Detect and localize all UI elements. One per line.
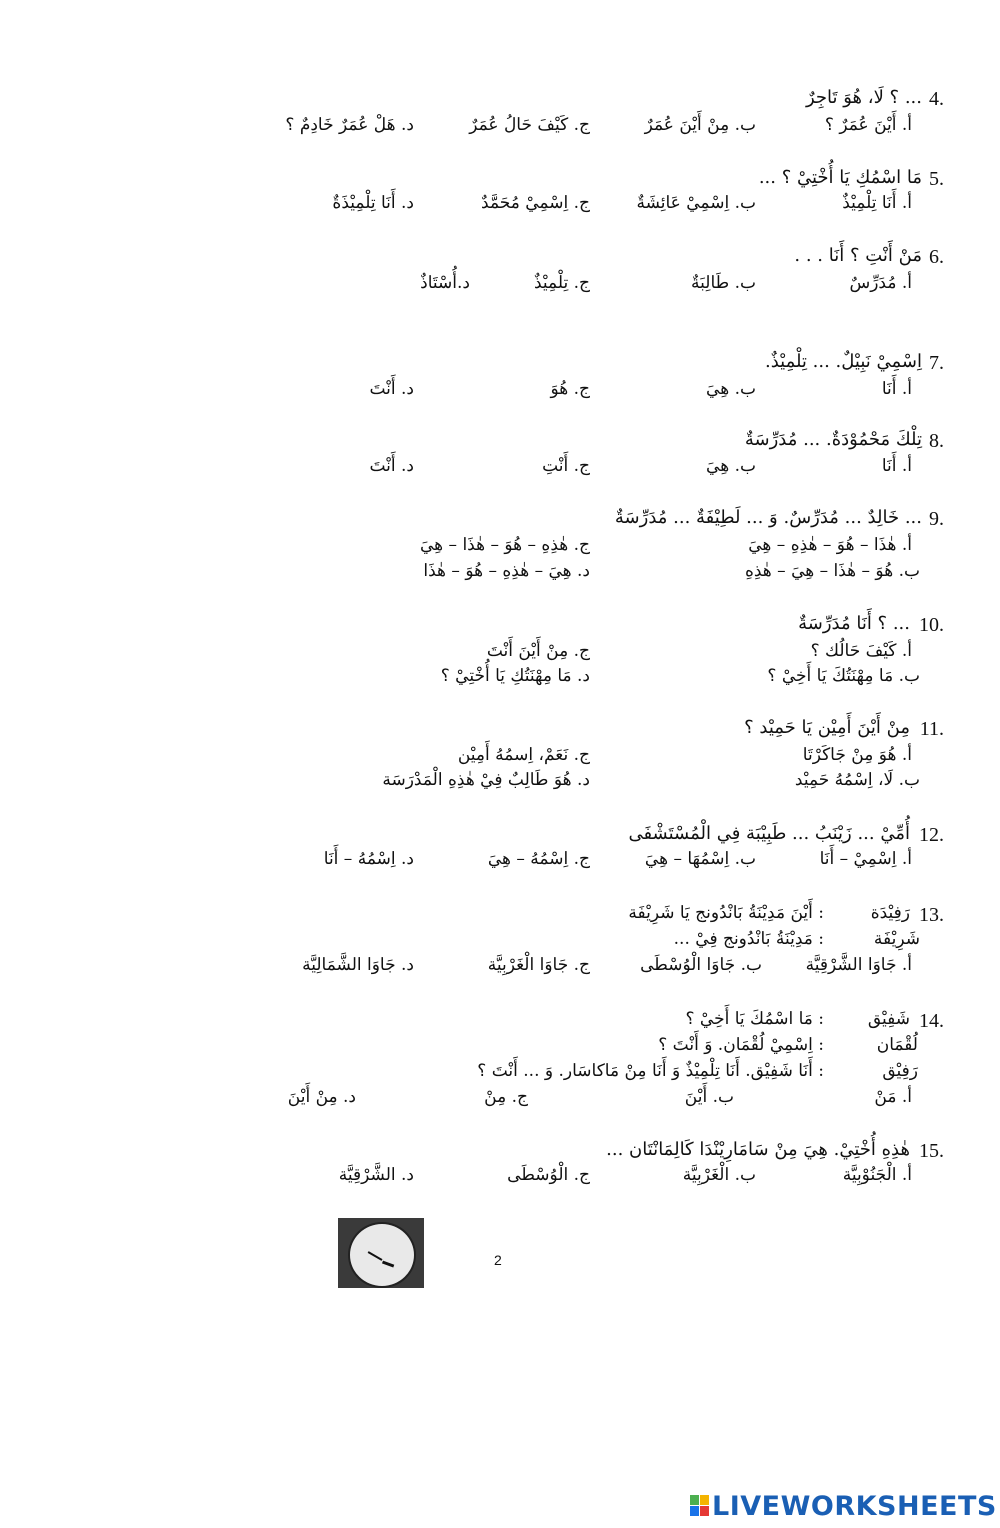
question-number: 5. [929,168,944,190]
option-c[interactable]: ج. مِنْ أَيْنَ أَنْتَ [486,641,590,661]
question-number: 9. [929,508,944,530]
option-b[interactable]: ب. لَا، اِسْمُهُ حَمِيْد [794,770,920,790]
option-c[interactable]: ج. جَاوَا الْغَرْبِيَّة [487,955,590,975]
option-a[interactable]: أ. جَاوَا الشَّرْقِيَّة [805,955,912,975]
option-d[interactable]: د. الشَّرْقِيَّة [338,1165,414,1185]
option-b[interactable]: ب. طَالِبَةٌ [691,273,756,293]
option-d[interactable]: د. أَنْتَ [369,379,414,399]
option-a[interactable]: أ. مُدَرِّسٌ [849,273,912,293]
option-c[interactable]: ج. اِسْمُهُ – هِيَ [487,849,590,869]
option-b[interactable]: ب. هُوَ – هٰذَا – هِيَ – هٰذِهِ [744,561,920,581]
logo-text: LIVEWORKSHEETS [712,1491,997,1522]
dialog-text: : اِسْمِيْ لُقْمَان. وَ أَنْتَ ؟ [658,1035,824,1055]
option-c[interactable]: ج. تِلْمِيْذٌ [533,273,590,293]
option-d[interactable]: د. مِنْ أَيْنَ [287,1087,356,1107]
question-number: 8. [929,430,944,452]
option-d[interactable]: د. مَا مِهْنَتُكِ يَا أُخْتِيْ ؟ [440,666,590,686]
option-a[interactable]: أ. كَيْفَ حَالُك ؟ [810,641,912,661]
clock-icon [338,1218,424,1288]
option-b[interactable]: ب. جَاوَا الْوُسْطَى [640,955,762,975]
dialog-speaker: شَرِيْفَة [873,929,920,949]
option-c[interactable]: ج. مِنْ [484,1087,528,1107]
question-stem: ... ؟ أَنَا مُدَرِّسَةٌ [798,613,910,634]
question-stem: مَنْ أَنْتِ ؟ أَنَا . . . [794,245,922,266]
option-b[interactable]: ب. اِسْمِيْ عَائِشَةٌ [636,193,756,213]
dialog-speaker: لُقْمَان [876,1035,918,1055]
option-b[interactable]: ب. أَيْنَ [684,1087,734,1107]
option-d[interactable]: د. هُوَ طَالِبٌ فِيْ هٰذِهِ الْمَدْرَسَة [382,770,590,790]
option-a[interactable]: أ. أَيْنَ عُمَرٌ ؟ [824,115,912,135]
dialog-text: : مَا اسْمُكَ يَا أَخِيْ ؟ [685,1009,824,1029]
option-d[interactable]: د. هَلْ عُمَرٌ خَادِمٌ ؟ [285,115,414,135]
option-a[interactable]: أ. هُوَ مِنْ جَاكَرْتَا [802,745,912,765]
dialog-text: : أَيْنَ مَدِيْنَةُ بَانْدُونج يَا شَرِيْفَة [628,903,824,923]
clock-hour-hand [382,1261,394,1268]
liveworksheets-logo [690,1491,997,1522]
option-c[interactable]: ج. كَيْفَ حَالُ عُمَرٌ [469,115,590,135]
dialog-speaker: رَفِيْق [882,1061,918,1081]
option-c[interactable]: ج. اِسْمِيْ مُحَمَّدٌ [481,193,590,213]
question-stem: اِسْمِيْ نَبِيْلٌ. ... تِلْمِيْذٌ. [764,351,922,372]
option-d[interactable]: د. اِسْمُهُ – أَنَا [323,849,414,869]
option-d[interactable]: د.أُسْتَاذٌ [420,273,470,293]
question-stem: تِلْكَ مَحْمُوْدَةٌ. ... مُدَرِّسَةٌ [744,429,922,450]
question-stem: ... ؟ لَا، هُوَ تَاجِرٌ [805,87,922,108]
option-d[interactable]: د. جَاوَا الشَّمَالِيَّة [302,955,414,975]
question-number: 7. [929,352,944,374]
option-b[interactable]: ب. مَا مِهْنَتُكَ يَا أَخِيْ ؟ [767,666,920,686]
option-b[interactable]: ب. هِيَ [706,456,756,476]
dialog-text: : مَدِيْنَةُ بَانْدُونج فِيْ ... [673,929,824,949]
question-number: 12. [919,824,944,846]
clock-minute-hand [368,1251,383,1261]
option-b[interactable]: ب. الْغَرْبِيَّة [682,1165,756,1185]
dialog-text: : أَنَا شَفِيْق. أَنَا تِلْمِيْذٌ وَ أَنَا مِنْ مَاكاسَار. وَ ... أَنْتَ ؟ [477,1061,824,1081]
logo-mark-icon [690,1495,710,1517]
question-stem: هٰذِهِ أُخْتِيْ. هِيَ مِنْ سَامَارِيْنْدَا كَالِمَانْتَان ... [606,1139,910,1160]
question-stem: أُمِّيْ ... زَيْنَبُ ... طَبِيْبَة فِي الْمُسْتَشْفَى [628,823,910,844]
option-b[interactable]: ب. هِيَ [706,379,756,399]
dialog-speaker: رَفِيْدَة [870,903,910,923]
option-d[interactable]: د. هِيَ – هٰذِهِ – هُوَ – هٰذَا [423,561,590,581]
option-a[interactable]: أ. أَنَا [881,456,912,476]
option-c[interactable]: ج. أَنْتِ [542,456,590,476]
option-b[interactable]: ب. مِنْ أَيْنَ عُمَرٌ [644,115,756,135]
option-d[interactable]: د. أَنَا تِلْمِيْذَةٌ [332,193,414,213]
page-number: 2 [494,1252,502,1268]
option-a[interactable]: أ. أَنَا تِلْمِيْذٌ [842,193,912,213]
option-c[interactable]: ج. نَعَمْ، اِسمُهُ أَمِيْن [457,745,590,765]
question-number: 13. [919,904,944,926]
question-number: 15. [919,1140,944,1162]
question-stem: مِنْ أَيْنَ أَمِيْن يَا حَمِيْد ؟ [744,717,910,738]
dialog-speaker: شَفِيْق [867,1009,910,1029]
question-stem: ... خَالِدٌ ... مُدَرِّسٌ. وَ ... لَطِيْفَةٌ ... مُدَرِّسَةٌ [614,507,922,528]
option-a[interactable]: أ. مَنْ [874,1087,912,1107]
question-number: 10. [919,614,944,636]
option-b[interactable]: ب. اِسْمُهَا – هِيَ [644,849,756,869]
option-a[interactable]: أ. أَنَا [881,379,912,399]
option-c[interactable]: ج. هُوَ [550,379,590,399]
option-c[interactable]: ج. الْوُسْطَى [507,1165,590,1185]
option-a[interactable]: أ. اِسْمِيْ – أَنَا [819,849,912,869]
option-a[interactable]: أ. هٰذَا – هُوَ – هٰذِهِ – هِيَ [748,535,912,555]
option-a[interactable]: أ. الْجَنُوْبِيَّة [842,1165,912,1185]
question-stem: مَا اسْمُكِ يَا أُخْتِيْ ؟ ... [758,167,922,188]
option-c[interactable]: ج. هٰذِهِ – هُوَ – هٰذَا – هِيَ [420,535,590,555]
option-d[interactable]: د. أَنْتَ [369,456,414,476]
question-number: 14. [919,1010,944,1032]
clock-face [348,1222,416,1288]
question-number: 4. [929,88,944,110]
question-number: 6. [929,246,944,268]
question-number: 11. [919,718,944,740]
